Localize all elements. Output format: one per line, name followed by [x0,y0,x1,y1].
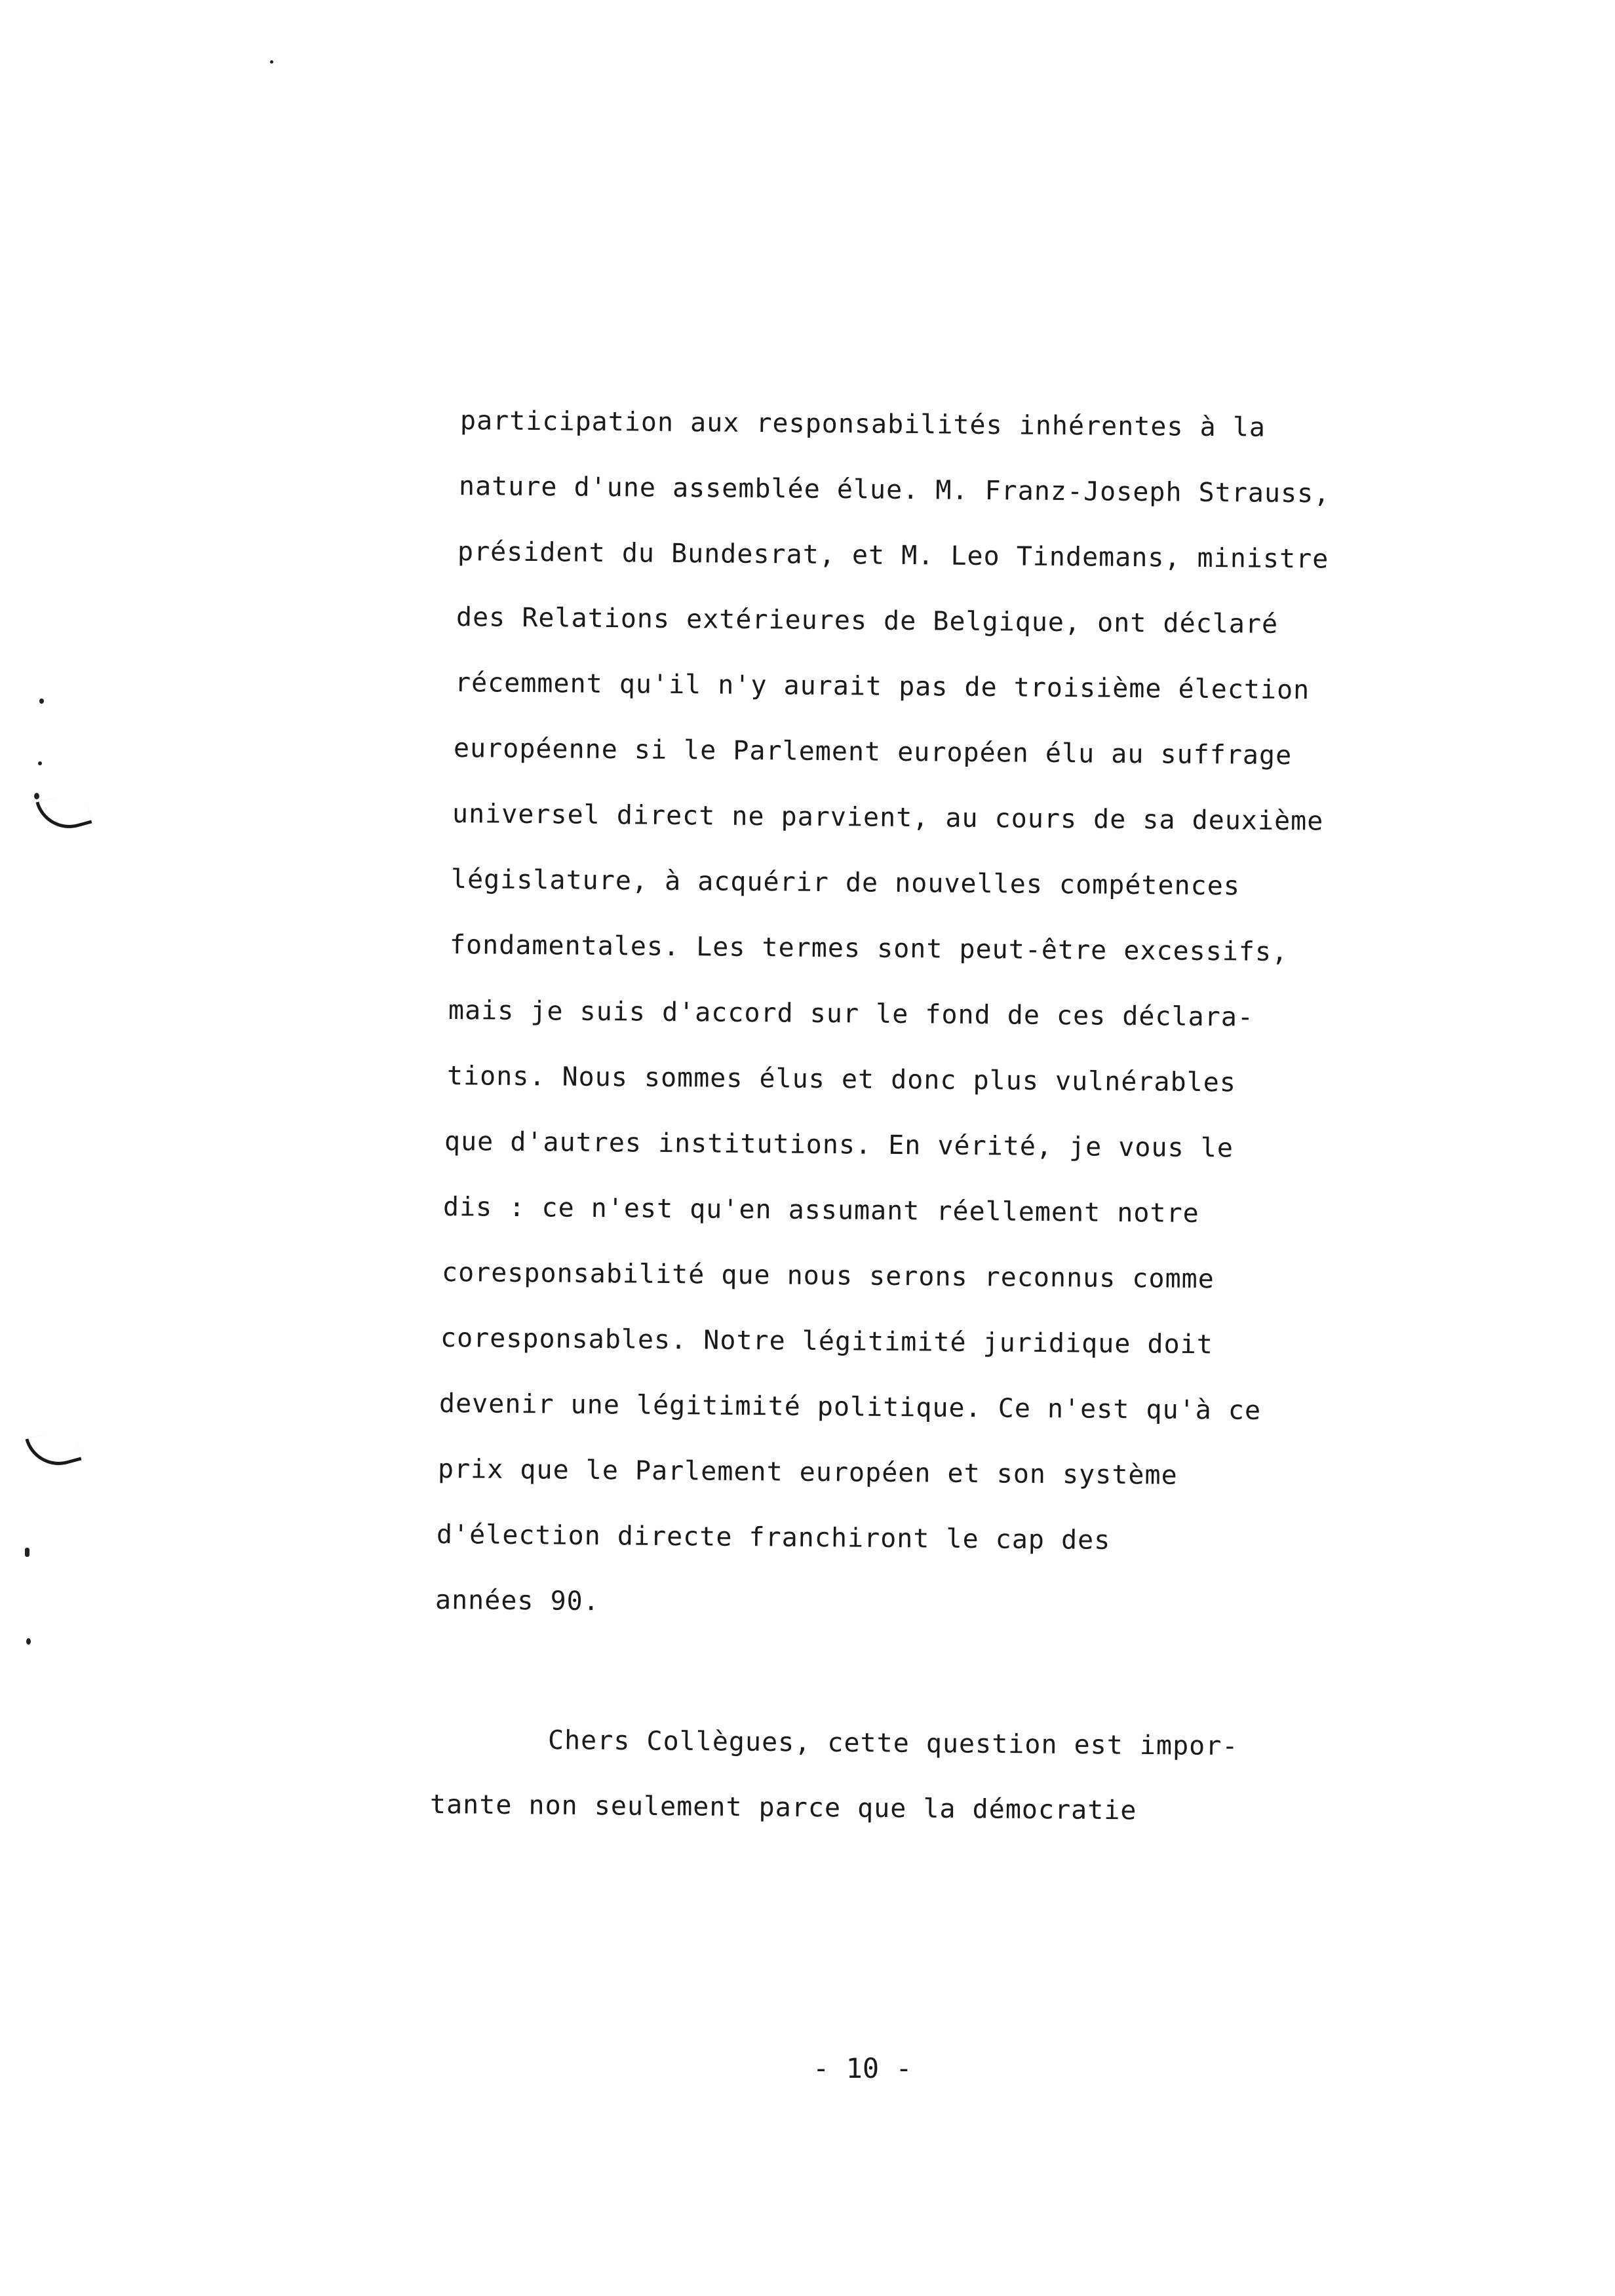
text-line: que d'autres institutions. En vérité, je vous le [444,1126,1234,1164]
text-line: coresponsabilité que nous serons reconnus comme [441,1257,1215,1295]
text-line: fondamentales. Les termes sont peut-être excessifs, [449,930,1289,968]
text-line: président du Bundesrat, et M. Leo Tindemans, ministre [457,537,1329,575]
text-line: des Relations extérieures de Belgique, ont déclaré [456,602,1279,640]
text-line: nature d'une assemblée élue. M. Franz-Joseph Strauss, [458,471,1331,509]
text-line: tante non seulement parce que la démocratie [429,1789,1137,1826]
text-line: législature, à acquérir de nouvelles compétences [450,864,1241,902]
binder-hole-mark [25,1426,81,1473]
text-line: devenir une légitimité politique. Ce n'est qu'à ce [438,1388,1262,1426]
scan-speck [38,761,42,765]
text-line: tions. Nous sommes élus et donc plus vulnérables [446,1061,1237,1098]
text-line: années 90. [435,1585,600,1617]
text-line: Chers Collègues, cette question est impor- [547,1725,1239,1762]
scan-speck [25,1548,29,1557]
binder-hole-mark [35,790,92,836]
scan-speck [270,60,273,64]
scan-speck [34,793,39,799]
scan-speck [39,698,44,704]
scan-speck [26,1638,31,1645]
text-line: coresponsables. Notre légitimité juridique doit [440,1323,1214,1360]
text-line: dis : ce n'est qu'en assumant réellement notre [442,1192,1199,1229]
text-line: récemment qu'il n'y aurait pas de troisième élection [454,668,1310,706]
text-line: universel direct ne parvient, au cours de sa deuxième [452,799,1324,837]
page-number: - 10 - [813,2052,912,2084]
text-line: mais je suis d'accord sur le fond de ces déclara- [448,995,1255,1033]
text-line: européenne si le Parlement européen élu au suffrage [453,733,1293,771]
text-line: d'élection directe franchiront le cap des [436,1520,1111,1556]
text-line: participation aux responsabilités inhérentes à la [459,406,1266,443]
text-line: prix que le Parlement européen et son système [437,1454,1178,1491]
